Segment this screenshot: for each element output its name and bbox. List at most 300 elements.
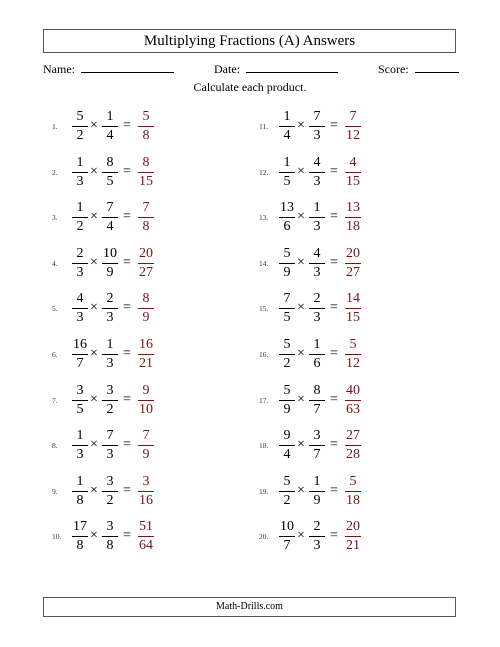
answer-fraction-denominator: 27 [139, 265, 153, 280]
answer-fraction-denominator: 9 [142, 447, 150, 462]
fraction-bar [102, 445, 118, 446]
problem-9 [52, 474, 252, 510]
fraction-bar [309, 400, 325, 401]
fraction-b-denominator: 4 [106, 128, 114, 143]
fraction-b [307, 246, 327, 281]
answer-fraction-denominator: 63 [346, 402, 360, 417]
problem-13 [259, 200, 459, 236]
answer-fraction-denominator: 16 [139, 493, 153, 508]
fraction-bar [345, 172, 361, 173]
fraction-b-denominator: 3 [106, 310, 114, 325]
problem-number: 17. [259, 396, 269, 405]
fraction-bar [345, 536, 361, 537]
problem-number: 9. [52, 487, 58, 496]
score-field [378, 60, 459, 76]
fraction-a-denominator: 6 [283, 219, 291, 234]
equals-sign: = [123, 209, 131, 224]
fraction-bar [72, 491, 88, 492]
answer-fraction-numerator: 27 [346, 428, 360, 443]
fraction-b-numerator: 1 [313, 474, 321, 489]
fraction-b-denominator: 3 [313, 128, 321, 143]
fraction-bar [279, 217, 295, 218]
fraction-b-numerator: 3 [106, 474, 114, 489]
times-sign: × [297, 118, 305, 133]
times-sign: × [90, 300, 98, 315]
problem-15 [259, 291, 459, 327]
fraction-bar [102, 400, 118, 401]
fraction-b-numerator: 2 [313, 519, 321, 534]
fraction-bar [72, 400, 88, 401]
fraction-bar [279, 491, 295, 492]
fraction-b [100, 155, 120, 190]
footer: Math-Drills.com [43, 597, 456, 617]
fraction-bar [138, 263, 154, 264]
equals-sign: = [330, 346, 338, 361]
answer-fraction-denominator: 28 [346, 447, 360, 462]
problem-number: 12. [259, 168, 269, 177]
problem-20 [259, 519, 459, 555]
times-sign: × [90, 437, 98, 452]
fraction-bar [72, 126, 88, 127]
problem-18 [259, 428, 459, 464]
fraction-bar [279, 445, 295, 446]
problem-1 [52, 109, 252, 145]
fraction-bar [309, 536, 325, 537]
fraction-bar [279, 536, 295, 537]
fraction-bar [72, 172, 88, 173]
equals-sign: = [330, 164, 338, 179]
times-sign: × [297, 528, 305, 543]
fraction-a-numerator: 13 [280, 200, 294, 215]
times-sign: × [90, 483, 98, 498]
equals-sign: = [330, 437, 338, 452]
problem-14 [259, 246, 459, 282]
fraction-a-numerator: 5 [283, 383, 291, 398]
name-label: Name: [43, 62, 75, 76]
fraction-bar [72, 536, 88, 537]
times-sign: × [297, 300, 305, 315]
fraction-bar [102, 172, 118, 173]
fraction-b-denominator: 3 [106, 447, 114, 462]
fraction-b-numerator: 7 [313, 109, 321, 124]
fraction-bar [345, 445, 361, 446]
times-sign: × [90, 209, 98, 224]
fraction-a-numerator: 5 [283, 474, 291, 489]
fraction-bar [72, 308, 88, 309]
fraction-b-numerator: 8 [106, 155, 114, 170]
fraction-bar [345, 308, 361, 309]
problem-3 [52, 200, 252, 236]
problem-8 [52, 428, 252, 464]
answer-fraction [343, 519, 363, 554]
answer-fraction [136, 246, 156, 281]
fraction-b-numerator: 2 [313, 291, 321, 306]
fraction-a-denominator: 7 [283, 538, 291, 553]
fraction-bar [345, 217, 361, 218]
fraction-bar [138, 536, 154, 537]
problem-11 [259, 109, 459, 145]
fraction-b-denominator: 2 [106, 402, 114, 417]
fraction-bar [138, 354, 154, 355]
equals-sign: = [330, 483, 338, 498]
equals-sign: = [330, 392, 338, 407]
date-label: Date: [214, 62, 240, 76]
fraction-b-denominator: 3 [313, 174, 321, 189]
fraction-b [100, 383, 120, 418]
answer-fraction-numerator: 7 [349, 109, 357, 124]
problem-number: 13. [259, 213, 269, 222]
fraction-bar [345, 263, 361, 264]
problem-number: 1. [52, 122, 58, 131]
problem-16 [259, 337, 459, 373]
fraction-bar [72, 217, 88, 218]
answer-fraction-numerator: 4 [349, 155, 357, 170]
fraction-bar [345, 491, 361, 492]
fraction-bar [72, 354, 88, 355]
answer-fraction [343, 109, 363, 144]
fraction-bar [309, 172, 325, 173]
fraction-a-numerator: 1 [76, 200, 84, 215]
answer-fraction [343, 246, 363, 281]
fraction-b-numerator: 3 [106, 519, 114, 534]
answer-fraction [136, 519, 156, 554]
answer-fraction [136, 155, 156, 190]
fraction-b-numerator: 3 [313, 428, 321, 443]
fraction-a-denominator: 4 [283, 447, 291, 462]
fraction-a-numerator: 5 [283, 337, 291, 352]
fraction-b-numerator: 7 [106, 428, 114, 443]
fraction-b-numerator: 2 [106, 291, 114, 306]
date-line[interactable] [246, 60, 338, 73]
fraction-b [307, 291, 327, 326]
equals-sign: = [330, 528, 338, 543]
answer-fraction-denominator: 12 [346, 356, 360, 371]
answer-fraction-numerator: 8 [142, 291, 150, 306]
answer-fraction-denominator: 15 [346, 310, 360, 325]
fraction-b [307, 109, 327, 144]
times-sign: × [90, 164, 98, 179]
equals-sign: = [123, 483, 131, 498]
fraction-a-denominator: 8 [76, 493, 84, 508]
problem-number: 20. [259, 532, 269, 541]
fraction-bar [279, 400, 295, 401]
fraction-b [100, 519, 120, 554]
answer-fraction [343, 428, 363, 463]
equals-sign: = [123, 392, 131, 407]
instructions: Calculate each product. [193, 80, 307, 94]
answer-fraction-denominator: 18 [346, 493, 360, 508]
answer-fraction-numerator: 8 [142, 155, 150, 170]
fraction-a-denominator: 5 [76, 402, 84, 417]
fraction-b-numerator: 3 [106, 383, 114, 398]
fraction-a-denominator: 2 [76, 219, 84, 234]
fraction-a-numerator: 5 [283, 246, 291, 261]
answer-fraction [343, 200, 363, 235]
times-sign: × [297, 392, 305, 407]
fraction-b-numerator: 1 [313, 200, 321, 215]
fraction-bar [345, 126, 361, 127]
answer-fraction-numerator: 20 [346, 246, 360, 261]
answer-fraction-numerator: 5 [349, 337, 357, 352]
problem-6 [52, 337, 252, 373]
fraction-b [307, 155, 327, 190]
fraction-bar [138, 445, 154, 446]
score-label: Score: [378, 62, 409, 76]
problem-17 [259, 383, 459, 419]
date-field [214, 60, 338, 76]
fraction-bar [345, 400, 361, 401]
fraction-bar [309, 126, 325, 127]
answer-fraction [136, 337, 156, 372]
problem-4 [52, 246, 252, 282]
fraction-bar [309, 263, 325, 264]
fraction-bar [72, 263, 88, 264]
problem-number: 6. [52, 350, 58, 359]
fraction-b-numerator: 10 [103, 246, 117, 261]
answer-fraction-denominator: 18 [346, 219, 360, 234]
equals-sign: = [330, 255, 338, 270]
answer-fraction [136, 200, 156, 235]
fraction-a-denominator: 7 [76, 356, 84, 371]
problem-number: 14. [259, 259, 269, 268]
fraction-bar [102, 263, 118, 264]
fraction-bar [102, 217, 118, 218]
fraction-b-denominator: 8 [106, 538, 114, 553]
name-line[interactable] [81, 60, 174, 73]
fraction-a-denominator: 3 [76, 310, 84, 325]
equals-sign: = [123, 300, 131, 315]
times-sign: × [90, 118, 98, 133]
answer-fraction-numerator: 51 [139, 519, 153, 534]
times-sign: × [90, 528, 98, 543]
times-sign: × [297, 346, 305, 361]
times-sign: × [90, 392, 98, 407]
fraction-a-denominator: 2 [76, 128, 84, 143]
times-sign: × [90, 346, 98, 361]
fraction-bar [102, 354, 118, 355]
answer-fraction-denominator: 27 [346, 265, 360, 280]
fraction-a-numerator: 10 [280, 519, 294, 534]
answer-fraction-denominator: 64 [139, 538, 153, 553]
worksheet-title: Multiplying Fractions (A) Answers [43, 29, 456, 53]
fraction-a-numerator: 1 [283, 155, 291, 170]
fraction-bar [279, 172, 295, 173]
problem-number: 15. [259, 304, 269, 313]
problem-7 [52, 383, 252, 419]
fraction-bar [309, 354, 325, 355]
fraction-a-numerator: 2 [76, 246, 84, 261]
fraction-bar [279, 308, 295, 309]
fraction-bar [138, 172, 154, 173]
fraction-bar [72, 445, 88, 446]
fraction-b-numerator: 1 [106, 337, 114, 352]
fraction-b [100, 246, 120, 281]
fraction-a-denominator: 5 [283, 310, 291, 325]
fraction-a-numerator: 1 [76, 474, 84, 489]
fraction-b [307, 383, 327, 418]
fraction-b-denominator: 5 [106, 174, 114, 189]
fraction-a-denominator: 2 [283, 356, 291, 371]
fraction-a-numerator: 1 [283, 109, 291, 124]
fraction-bar [279, 263, 295, 264]
fraction-a-denominator: 3 [76, 447, 84, 462]
equals-sign: = [123, 118, 131, 133]
fraction-b-numerator: 4 [313, 246, 321, 261]
fraction-bar [102, 536, 118, 537]
fraction-b [307, 200, 327, 235]
answer-fraction [136, 474, 156, 509]
answer-fraction [343, 383, 363, 418]
answer-fraction-denominator: 10 [139, 402, 153, 417]
fraction-bar [138, 491, 154, 492]
fraction-a-denominator: 3 [76, 265, 84, 280]
fraction-b-numerator: 8 [313, 383, 321, 398]
fraction-bar [279, 126, 295, 127]
fraction-a-denominator: 2 [283, 493, 291, 508]
fraction-b-denominator: 3 [313, 265, 321, 280]
fraction-bar [102, 126, 118, 127]
problem-2 [52, 155, 252, 191]
problem-number: 5. [52, 304, 58, 313]
answer-fraction [343, 155, 363, 190]
equals-sign: = [123, 255, 131, 270]
answer-fraction-numerator: 9 [142, 383, 150, 398]
fraction-bar [138, 400, 154, 401]
fraction-b-denominator: 3 [313, 310, 321, 325]
fraction-b-denominator: 9 [313, 493, 321, 508]
equals-sign: = [123, 164, 131, 179]
answer-fraction-denominator: 12 [346, 128, 360, 143]
fraction-b [100, 200, 120, 235]
fraction-a-numerator: 5 [76, 109, 84, 124]
fraction-b-denominator: 3 [313, 219, 321, 234]
fraction-bar [138, 217, 154, 218]
problem-19 [259, 474, 459, 510]
fraction-a-denominator: 4 [283, 128, 291, 143]
problem-number: 7. [52, 396, 58, 405]
problem-number: 19. [259, 487, 269, 496]
fraction-bar [345, 354, 361, 355]
answer-fraction [136, 428, 156, 463]
fraction-a-numerator: 17 [73, 519, 87, 534]
problem-number: 18. [259, 441, 269, 450]
fraction-a-denominator: 9 [283, 265, 291, 280]
equals-sign: = [330, 118, 338, 133]
answer-fraction-numerator: 3 [142, 474, 150, 489]
fraction-b [307, 337, 327, 372]
fraction-bar [102, 308, 118, 309]
fraction-bar [309, 217, 325, 218]
answer-fraction-numerator: 5 [142, 109, 150, 124]
fraction-a-numerator: 7 [283, 291, 291, 306]
times-sign: × [297, 164, 305, 179]
fraction-a-numerator: 9 [283, 428, 291, 443]
fraction-a-denominator: 8 [76, 538, 84, 553]
fraction-a-denominator: 5 [283, 174, 291, 189]
equals-sign: = [330, 209, 338, 224]
answer-fraction-denominator: 8 [142, 128, 150, 143]
fraction-a-numerator: 3 [76, 383, 84, 398]
answer-fraction-numerator: 7 [142, 200, 150, 215]
fraction-b-numerator: 4 [313, 155, 321, 170]
times-sign: × [297, 483, 305, 498]
problem-number: 11. [259, 122, 269, 131]
fraction-b [100, 109, 120, 144]
problem-10 [52, 519, 252, 555]
fraction-b-denominator: 3 [313, 538, 321, 553]
problem-number: 16. [259, 350, 269, 359]
answer-fraction-denominator: 15 [346, 174, 360, 189]
fraction-b [307, 474, 327, 509]
fraction-b-numerator: 1 [106, 109, 114, 124]
fraction-bar [102, 491, 118, 492]
answer-fraction-denominator: 21 [139, 356, 153, 371]
answer-fraction [343, 474, 363, 509]
fraction-b-denominator: 2 [106, 493, 114, 508]
fraction-bar [309, 491, 325, 492]
fraction-b [307, 428, 327, 463]
answer-fraction-numerator: 40 [346, 383, 360, 398]
answer-fraction [343, 337, 363, 372]
fraction-bar [309, 445, 325, 446]
answer-fraction-numerator: 20 [139, 246, 153, 261]
answer-fraction-denominator: 9 [142, 310, 150, 325]
problem-number: 10. [52, 532, 62, 541]
fraction-b-denominator: 3 [106, 356, 114, 371]
equals-sign: = [123, 437, 131, 452]
fraction-b [100, 428, 120, 463]
problem-number: 2. [52, 168, 58, 177]
times-sign: × [297, 255, 305, 270]
fraction-a-numerator: 16 [73, 337, 87, 352]
problem-12 [259, 155, 459, 191]
fraction-b [307, 519, 327, 554]
name-field [43, 60, 174, 76]
answer-fraction-numerator: 13 [346, 200, 360, 215]
fraction-bar [138, 308, 154, 309]
fraction-a-numerator: 1 [76, 155, 84, 170]
fraction-b-denominator: 9 [106, 265, 114, 280]
answer-fraction-numerator: 5 [349, 474, 357, 489]
equals-sign: = [123, 528, 131, 543]
problem-5 [52, 291, 252, 327]
answer-fraction-numerator: 14 [346, 291, 360, 306]
fraction-a-denominator: 9 [283, 402, 291, 417]
answer-fraction-numerator: 7 [142, 428, 150, 443]
fraction-a-numerator: 4 [76, 291, 84, 306]
answer-fraction [136, 291, 156, 326]
answer-fraction-numerator: 16 [139, 337, 153, 352]
fraction-a-numerator: 1 [76, 428, 84, 443]
fraction-bar [279, 354, 295, 355]
fraction-b-denominator: 4 [106, 219, 114, 234]
fraction-b [100, 337, 120, 372]
fraction-b-denominator: 6 [313, 356, 321, 371]
fraction-b [100, 474, 120, 509]
fraction-b [100, 291, 120, 326]
problem-number: 4. [52, 259, 58, 268]
times-sign: × [297, 437, 305, 452]
answer-fraction-denominator: 8 [142, 219, 150, 234]
answer-fraction-numerator: 20 [346, 519, 360, 534]
fraction-b-denominator: 7 [313, 402, 321, 417]
fraction-b-numerator: 1 [313, 337, 321, 352]
fraction-b-numerator: 7 [106, 200, 114, 215]
score-line[interactable] [415, 60, 459, 73]
fraction-bar [138, 126, 154, 127]
answer-fraction-denominator: 21 [346, 538, 360, 553]
answer-fraction [136, 109, 156, 144]
